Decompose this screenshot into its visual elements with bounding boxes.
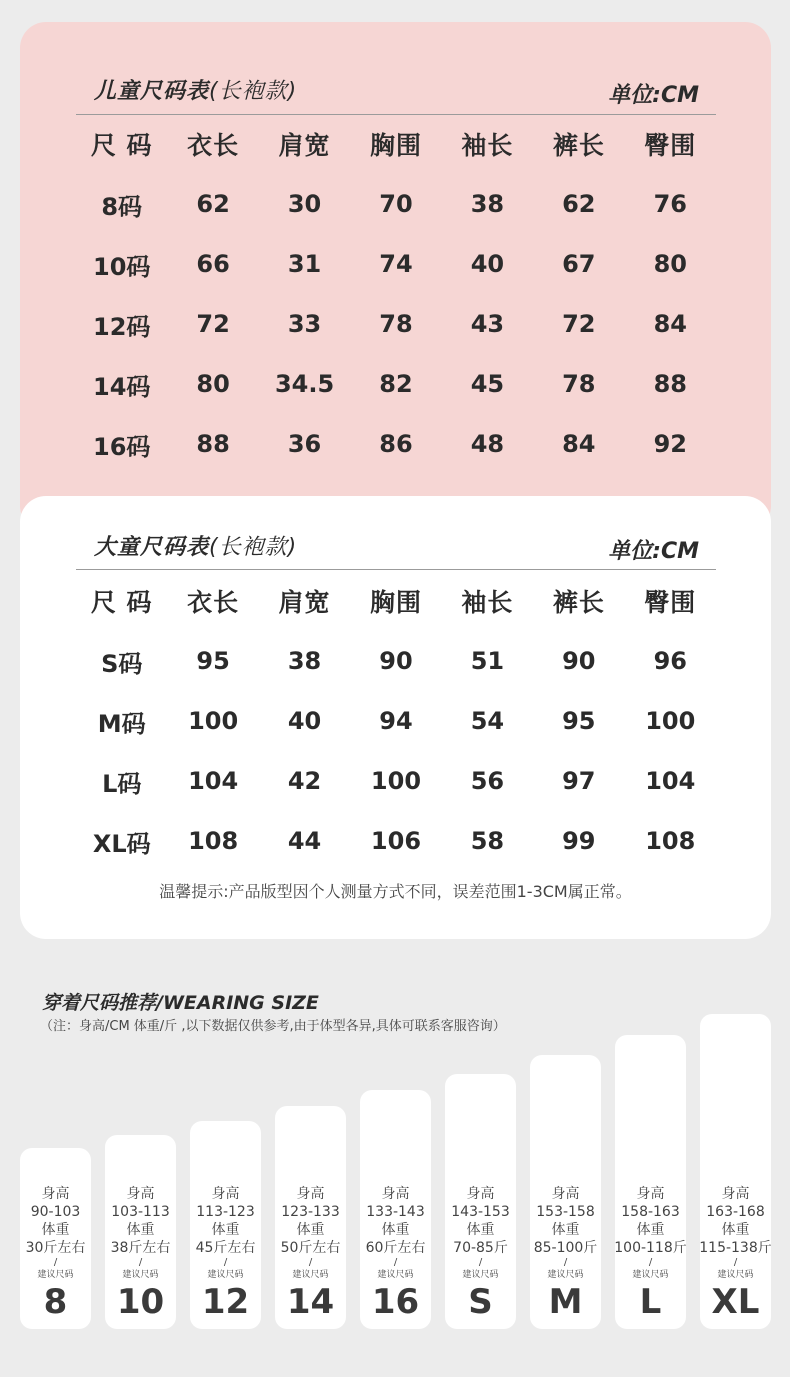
table-row xyxy=(76,691,716,751)
weight-range: 70-85斤 xyxy=(453,1240,508,1256)
big-subtitle-text: (长袍款) xyxy=(209,535,298,560)
recommend-label: 建议尺码 xyxy=(292,1270,329,1280)
table-cell: 108 xyxy=(645,827,696,855)
table-cell: 76 xyxy=(653,190,687,218)
big-kids-size-card xyxy=(20,496,771,939)
height-label: 身高 xyxy=(551,1186,580,1202)
slash-divider: / xyxy=(648,1257,653,1268)
table-cell: 10码 xyxy=(93,252,151,281)
table-row xyxy=(76,354,716,414)
table-cell: 16码 xyxy=(93,432,151,461)
weight-label: 体重 xyxy=(41,1222,70,1238)
size-bar-14 xyxy=(275,1106,346,1329)
table-cell: 45 xyxy=(470,370,505,398)
weight-label: 体重 xyxy=(126,1222,155,1238)
table-cell: 100 xyxy=(370,767,422,795)
weight-label: 体重 xyxy=(466,1222,495,1238)
kids-title-text: 儿童尺码表 xyxy=(94,79,210,104)
header-shoulder: 肩宽 xyxy=(278,131,331,160)
table-cell: 108 xyxy=(188,827,239,855)
big-table-title xyxy=(94,530,297,561)
slash-divider: / xyxy=(733,1257,738,1268)
table-cell: 36 xyxy=(287,430,322,458)
slash-divider: / xyxy=(138,1257,143,1268)
table-cell: 99 xyxy=(562,827,596,855)
table-cell: 62 xyxy=(562,190,596,218)
table-cell: 82 xyxy=(379,370,413,398)
big-title-text: 大童尺码表 xyxy=(94,535,210,560)
recommended-size: L xyxy=(639,1282,662,1322)
table-row xyxy=(76,294,716,354)
weight-label: 体重 xyxy=(551,1222,580,1238)
table-cell: 8码 xyxy=(101,192,143,221)
size-bar-8 xyxy=(20,1148,91,1329)
table-cell: 97 xyxy=(562,767,596,795)
recommend-label: 建议尺码 xyxy=(37,1270,74,1280)
size-bar-xl xyxy=(700,1014,771,1329)
recommended-size: XL xyxy=(711,1282,760,1322)
header-size: 尺 码 xyxy=(90,588,153,617)
table-cell: 70 xyxy=(379,190,413,218)
height-range: 123-133 xyxy=(281,1204,340,1220)
recommend-label: 建议尺码 xyxy=(547,1270,584,1280)
table-cell: 38 xyxy=(470,190,505,218)
height-label: 身高 xyxy=(381,1186,410,1202)
table-row xyxy=(76,751,716,811)
header-chest: 胸围 xyxy=(369,131,422,160)
weight-label: 体重 xyxy=(296,1222,325,1238)
slash-divider: / xyxy=(308,1257,313,1268)
table-cell: S码 xyxy=(101,649,143,678)
header-hip: 臀围 xyxy=(644,131,697,160)
height-label: 身高 xyxy=(721,1186,750,1202)
kids-unit-label: 单位:CM xyxy=(608,83,699,108)
table-cell: 66 xyxy=(196,250,230,278)
slash-divider: / xyxy=(393,1257,398,1268)
table-row xyxy=(76,414,716,474)
size-bar-m xyxy=(530,1055,601,1329)
weight-label: 体重 xyxy=(381,1222,410,1238)
recommended-size: 10 xyxy=(116,1282,165,1322)
recommend-label: 建议尺码 xyxy=(462,1270,499,1280)
table-cell: 30 xyxy=(287,190,322,218)
size-bar-10 xyxy=(105,1135,176,1329)
weight-range: 38斤左右 xyxy=(110,1240,171,1256)
height-label: 身高 xyxy=(126,1186,155,1202)
slash-divider: / xyxy=(53,1257,58,1268)
table-cell: 104 xyxy=(188,767,239,795)
table-cell: 51 xyxy=(470,647,505,675)
size-bar-l xyxy=(615,1035,686,1329)
weight-range: 115-138斤 xyxy=(699,1240,772,1256)
weight-label: 体重 xyxy=(721,1222,750,1238)
header-sleeve: 袖长 xyxy=(461,131,514,160)
height-range: 113-123 xyxy=(196,1204,255,1220)
height-label: 身高 xyxy=(466,1186,495,1202)
header-shoulder: 肩宽 xyxy=(278,588,331,617)
recommend-label: 建议尺码 xyxy=(122,1270,159,1280)
size-bar-16 xyxy=(360,1090,431,1329)
table-cell: 62 xyxy=(196,190,230,218)
height-range: 133-143 xyxy=(366,1204,425,1220)
table-row xyxy=(76,811,716,871)
table-cell: 72 xyxy=(562,310,596,338)
weight-range: 60斤左右 xyxy=(365,1240,426,1256)
kids-table-title xyxy=(94,74,297,105)
table-cell: M码 xyxy=(97,709,146,738)
table-cell: 74 xyxy=(379,250,413,278)
table-cell: 40 xyxy=(287,707,322,735)
table-cell: 72 xyxy=(196,310,230,338)
recommended-size: 14 xyxy=(286,1282,335,1322)
table-cell: 78 xyxy=(379,310,413,338)
recommend-label: 建议尺码 xyxy=(632,1270,669,1280)
table-cell: 80 xyxy=(196,370,230,398)
height-range: 163-168 xyxy=(706,1204,765,1220)
kids-size-table xyxy=(76,114,716,474)
table-cell: 104 xyxy=(645,767,696,795)
header-hip: 臀围 xyxy=(644,588,697,617)
weight-range: 45斤左右 xyxy=(195,1240,256,1256)
wearing-size-title: 穿着尺码推荐/WEARING SIZE xyxy=(42,992,319,1014)
table-cell: 84 xyxy=(653,310,687,338)
measurement-tip: 温馨提示:产品版型因个人测量方式不同，误差范围1-3CM属正常。 xyxy=(159,882,632,901)
table-row xyxy=(76,174,716,234)
recommended-size: M xyxy=(548,1282,583,1322)
recommend-label: 建议尺码 xyxy=(717,1270,754,1280)
table-header-row xyxy=(76,571,716,631)
big-unit-label: 单位:CM xyxy=(608,539,699,564)
table-cell: 42 xyxy=(287,767,322,795)
wearing-size-note: （注：身高/CM 体重/斤 ,以下数据仅供参考,由于体型各异,具体可联系客服咨询） xyxy=(40,1019,506,1034)
header-size: 尺 码 xyxy=(90,131,153,160)
header-pants: 裤长 xyxy=(552,131,605,160)
table-cell: 44 xyxy=(287,827,322,855)
table-row xyxy=(76,631,716,691)
table-cell: 100 xyxy=(645,707,696,735)
table-cell: 31 xyxy=(287,250,322,278)
kids-subtitle-text: (长袍款) xyxy=(209,79,298,104)
table-cell: 84 xyxy=(562,430,596,458)
height-label: 身高 xyxy=(211,1186,240,1202)
slash-divider: / xyxy=(563,1257,568,1268)
table-cell: 78 xyxy=(562,370,596,398)
table-cell: 80 xyxy=(653,250,687,278)
table-cell: 33 xyxy=(287,310,322,338)
table-cell: 58 xyxy=(470,827,505,855)
weight-range: 100-118斤 xyxy=(614,1240,687,1256)
weight-label: 体重 xyxy=(211,1222,240,1238)
recommend-label: 建议尺码 xyxy=(377,1270,414,1280)
table-cell: 38 xyxy=(287,647,322,675)
weight-range: 85-100斤 xyxy=(533,1240,598,1256)
big-divider xyxy=(76,569,716,570)
kids-size-card xyxy=(20,22,771,532)
table-cell: 100 xyxy=(188,707,239,735)
recommended-size: 12 xyxy=(201,1282,250,1322)
table-cell: 88 xyxy=(196,430,230,458)
slash-divider: / xyxy=(223,1257,228,1268)
height-range: 158-163 xyxy=(621,1204,680,1220)
table-cell: 90 xyxy=(379,647,413,675)
weight-range: 50斤左右 xyxy=(280,1240,341,1256)
table-cell: 94 xyxy=(379,707,413,735)
height-label: 身高 xyxy=(41,1186,70,1202)
table-cell: 67 xyxy=(562,250,596,278)
size-bar-12 xyxy=(190,1121,261,1329)
header-length: 衣长 xyxy=(187,131,240,160)
recommended-size: S xyxy=(468,1282,493,1322)
table-cell: 34.5 xyxy=(274,370,335,398)
table-cell: 95 xyxy=(196,647,230,675)
table-cell: 48 xyxy=(470,430,505,458)
slash-divider: / xyxy=(478,1257,483,1268)
table-cell: 54 xyxy=(470,707,505,735)
table-cell: 14码 xyxy=(93,372,151,401)
table-cell: 12码 xyxy=(93,312,151,341)
table-cell: 40 xyxy=(470,250,505,278)
height-range: 103-113 xyxy=(111,1204,170,1220)
table-cell: 43 xyxy=(470,310,505,338)
height-label: 身高 xyxy=(296,1186,325,1202)
table-cell: 90 xyxy=(562,647,596,675)
table-cell: 88 xyxy=(653,370,687,398)
recommended-size: 16 xyxy=(371,1282,420,1322)
header-chest: 胸围 xyxy=(369,588,422,617)
table-header-row xyxy=(76,114,716,174)
header-length: 衣长 xyxy=(187,588,240,617)
header-pants: 裤长 xyxy=(552,588,605,617)
table-cell: L码 xyxy=(102,769,142,798)
weight-range: 30斤左右 xyxy=(25,1240,86,1256)
table-cell: 86 xyxy=(379,430,413,458)
recommend-label: 建议尺码 xyxy=(207,1270,244,1280)
height-range: 143-153 xyxy=(451,1204,510,1220)
height-range: 90-103 xyxy=(30,1204,81,1220)
height-range: 153-158 xyxy=(536,1204,595,1220)
table-cell: 96 xyxy=(653,647,687,675)
table-cell: 95 xyxy=(562,707,596,735)
table-cell: XL码 xyxy=(92,829,151,858)
recommended-size: 8 xyxy=(43,1282,68,1322)
table-cell: 92 xyxy=(653,430,687,458)
height-label: 身高 xyxy=(636,1186,665,1202)
header-sleeve: 袖长 xyxy=(461,588,514,617)
weight-label: 体重 xyxy=(636,1222,665,1238)
table-row xyxy=(76,234,716,294)
big-size-table xyxy=(76,571,716,871)
table-cell: 106 xyxy=(370,827,422,855)
size-bar-s xyxy=(445,1074,516,1329)
table-cell: 56 xyxy=(470,767,505,795)
